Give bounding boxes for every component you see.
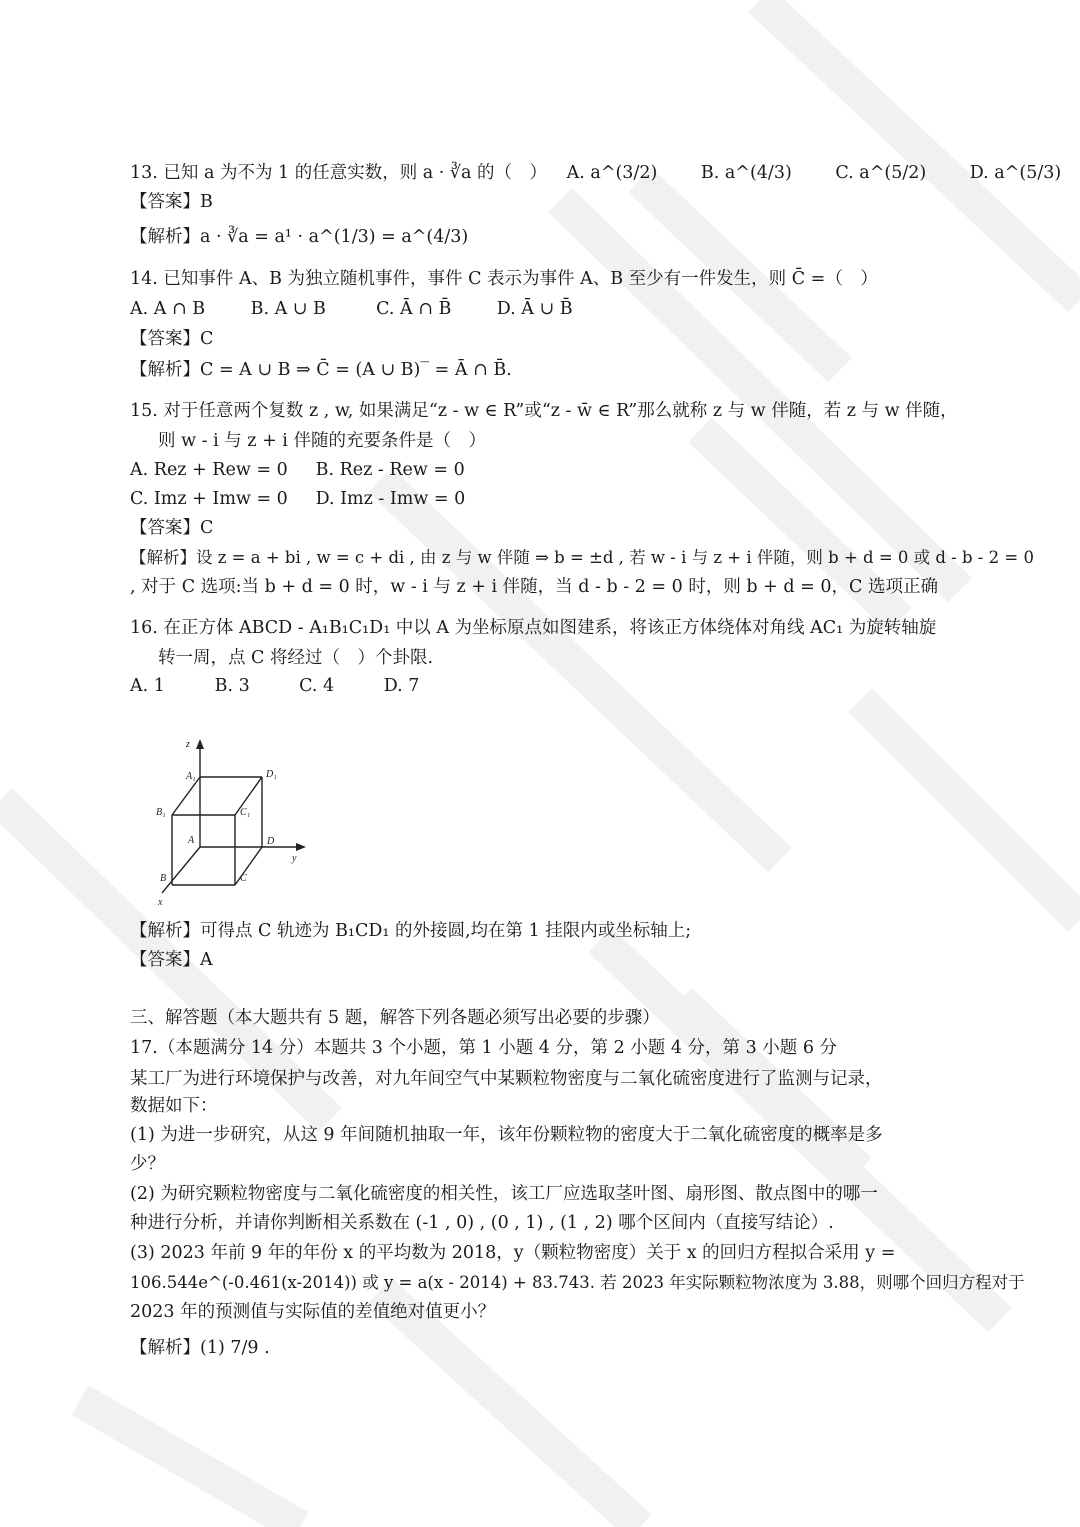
label-b: B — [160, 873, 167, 884]
q15-option-b: B. Rez - Rew = 0 — [315, 460, 465, 480]
z-axis-arrow — [196, 739, 204, 749]
q13-answer: 【答案】B — [130, 192, 213, 212]
y-axis-arrow — [296, 843, 306, 851]
q17-intro-1: 某工厂为进行环境保护与改善，对九年间空气中某颗粒物密度与二氧化硫密度进行了监测与记录， — [130, 1069, 883, 1089]
q13-line — [130, 160, 1062, 186]
q16-answer: 【答案】A — [130, 950, 213, 970]
q17-part1-1: (1) 为进一步研究，从这 9 年间随机抽取一年，该年份颗粒物的密度大于二氧化硫密度的概率是多 — [130, 1125, 883, 1145]
label-z: z — [186, 739, 190, 750]
label-a: A — [188, 835, 195, 846]
q15-options-row2 — [130, 486, 960, 512]
label-c1: C₁ — [240, 807, 251, 818]
label-x: x — [158, 897, 163, 907]
x-axis — [162, 847, 200, 893]
q15-stem-2: 则 w - i 与 z + i 伴随的充要条件是（ ） — [158, 431, 486, 451]
q14-option-d: D. Ā ∪ B̄ — [496, 299, 573, 319]
q15-options-row1 — [130, 457, 960, 483]
q14-option-a: A. A ∩ B — [130, 299, 206, 319]
q17-intro-2: 数据如下： — [130, 1096, 218, 1116]
q13-stem: 13. 已知 a 为不为 1 的任意实数，则 a · ∛a 的（ ） — [130, 163, 548, 183]
q14-options — [130, 296, 960, 322]
q15-stem-1: 15. 对于任意两个复数 z , w, 如果满足“z - w ∈ R”或“z - w̄ ∈ R”那么就称 z 与 w 伴随，若 z 与 w 伴随， — [130, 401, 958, 421]
q17-part2-1: (2) 为研究颗粒物密度与二氧化硫密度的相关性，该工厂应选取茎叶图、扇形图、散点图中的哪一 — [130, 1184, 878, 1204]
q14-stem: 14. 已知事件 A、B 为独立随机事件，事件 C 表示为事件 A、B 至少有一件发生，则 C̄ =（ ） — [130, 269, 878, 289]
label-b1: B₁ — [156, 807, 166, 818]
q17-part3-1: (3) 2023 年前 9 年的年份 x 的平均数为 2018，y（颗粒物密度）关于 x 的回归方程拟合采用 y = — [130, 1243, 896, 1263]
q13-option-d: D. a^(5/3) — [969, 163, 1062, 183]
q15-analysis-1: 【解析】设 z = a + bi , w = c + di , 由 z 与 w 伴随 ⇒ b = ±d , 若 w - i 与 z + i 伴随，则 b + d = 0 或 d - b - 2 = 0 — [130, 548, 1034, 567]
label-a1: A₁ — [186, 771, 196, 782]
q15-option-c: C. Imz + Imw = 0 — [130, 489, 288, 509]
q13-option-c: C. a^(5/2) — [835, 163, 927, 183]
q15-answer: 【答案】C — [130, 518, 214, 538]
q16-option-c: C. 4 — [299, 676, 335, 696]
cube-diagram — [150, 735, 320, 907]
cube-edge-a1b1 — [172, 777, 200, 815]
q17-analysis: 【解析】(1) 7/9 . — [130, 1338, 270, 1358]
q16-option-b: B. 3 — [214, 676, 250, 696]
q17-part3-3: 2023 年的预测值与实际值的差值绝对值更小？ — [130, 1302, 496, 1322]
q13-option-b: B. a^(4/3) — [700, 163, 792, 183]
q15-option-a: A. Rez + Rew = 0 — [130, 460, 288, 480]
q16-options — [130, 673, 960, 699]
q14-analysis: 【解析】C = A ∪ B ⇒ C̄ = (A ∪ B)‾ = Ā ∩ B̄. — [130, 360, 512, 380]
q17-head: 17.（本题满分 14 分）本题共 3 个小题，第 1 小题 4 分，第 2 小题 4 分，第 3 小题 6 分 — [130, 1038, 838, 1058]
q14-option-c: C. Ā ∩ B̄ — [376, 299, 452, 319]
q17-part3-2: 106.544e^(-0.461(x-2014)) 或 y = a(x - 2014) + 83.743. 若 2023 年实际颗粒物浓度为 3.88，则哪个回归方程对于 — [130, 1273, 1025, 1292]
q14-answer: 【答案】C — [130, 329, 214, 349]
q16-option-d: D. 7 — [383, 676, 420, 696]
q13-analysis: 【解析】a · ∛a = a¹ · a^(1/3) = a^(4/3) — [130, 227, 469, 247]
q17-part2-2: 种进行分析，并请你判断相关系数在 (-1 , 0) , (0 , 1) , (1 , 2) 哪个区间内（直接写结论）. — [130, 1213, 834, 1233]
section3-heading: 三、解答题（本大题共有 5 题，解答下列各题必须写出必要的步骤） — [130, 1008, 660, 1028]
q14-option-b: B. A ∪ B — [250, 299, 326, 319]
label-d1: D₁ — [266, 769, 277, 780]
q13-option-a: A. a^(3/2) — [566, 163, 658, 183]
label-c: C — [240, 873, 247, 884]
q16-stem-2: 转一周，点 C 将经过（ ）个卦限. — [158, 648, 434, 668]
q16-analysis: 【解析】可得点 C 轨迹为 B₁CD₁ 的外接圆,均在第 1 挂限内或坐标轴上; — [130, 921, 692, 941]
q16-stem-1: 16. 在正方体 ABCD - A₁B₁C₁D₁ 中以 A 为坐标原点如图建系，将该正方体绕体对角线 AC₁ 为旋转轴旋 — [130, 618, 937, 638]
q15-option-d: D. Imz - Imw = 0 — [315, 489, 466, 509]
q16-option-a: A. 1 — [130, 676, 165, 696]
q17-part1-2: 少？ — [130, 1154, 165, 1174]
label-d: D — [267, 836, 275, 847]
q15-analysis-2: , 对于 C 选项:当 b + d = 0 时，w - i 与 z + i 伴随，当 d - b - 2 = 0 时，则 b + d = 0，C 选项正确 — [130, 577, 938, 597]
label-y: y — [292, 853, 297, 864]
